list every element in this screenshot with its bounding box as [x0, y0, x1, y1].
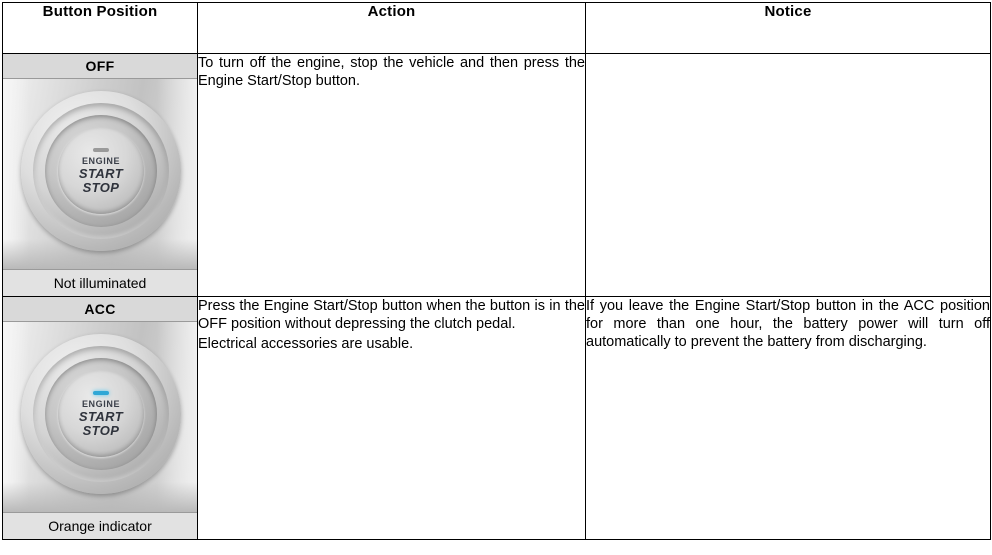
position-caption-acc: Orange indicator: [3, 512, 197, 539]
engine-start-stop-button-image-off: [3, 79, 197, 269]
notice-cell-acc: [586, 297, 991, 540]
action-paragraph: Press the Engine Start/Stop button when the button is in the OFF position without depressing the clutch pedal.: [198, 298, 585, 332]
button-text-start: START: [78, 165, 124, 181]
position-label-acc: ACC: [3, 297, 197, 322]
button-bezel-ring: [33, 103, 169, 239]
button-position-cell-acc: [3, 297, 198, 540]
button-text-engine: ENGINE: [81, 398, 121, 409]
button-bezel-inner: [45, 115, 157, 227]
button-text-engine: ENGINE: [81, 155, 121, 166]
action-paragraph: To turn off the engine, stop the vehicle and then press the Engine Start/Stop button.: [198, 55, 585, 89]
table-row: [3, 297, 991, 540]
engine-start-stop-button-image-acc: [3, 322, 197, 512]
button-text-stop: STOP: [82, 179, 120, 195]
button-position-cell-off: [3, 54, 198, 297]
button-text-stop: STOP: [82, 422, 120, 438]
button-indicator-light: [93, 148, 109, 152]
engine-start-stop-table: [2, 2, 991, 540]
action-paragraph: Electrical accessories are usable.: [198, 336, 414, 352]
engine-start-stop-button-face: [58, 128, 144, 214]
manual-page: [0, 2, 992, 555]
button-bezel-inner: [45, 358, 157, 470]
column-header-button-position: Button Position: [3, 3, 198, 54]
action-cell-off: [198, 54, 586, 297]
table-row: [3, 54, 991, 297]
action-cell-acc: [198, 297, 586, 540]
engine-start-stop-button-face: [58, 371, 144, 457]
position-caption-off: Not illuminated: [3, 269, 197, 296]
button-bezel-ring: [33, 346, 169, 482]
column-header-action: Action: [198, 3, 586, 54]
button-indicator-light: [93, 391, 109, 395]
column-header-notice: Notice: [586, 3, 991, 54]
notice-paragraph: If you leave the Engine Start/Stop button in the ACC position for more than one hour, the battery power will turn off automatically to prevent the battery from discharging.: [586, 298, 990, 350]
notice-cell-off: [586, 54, 991, 297]
table-header-row: [3, 3, 991, 54]
position-label-off: OFF: [3, 54, 197, 79]
button-bezel-outer: [21, 91, 181, 251]
button-bezel-outer: [21, 334, 181, 494]
button-text-start: START: [78, 408, 124, 424]
